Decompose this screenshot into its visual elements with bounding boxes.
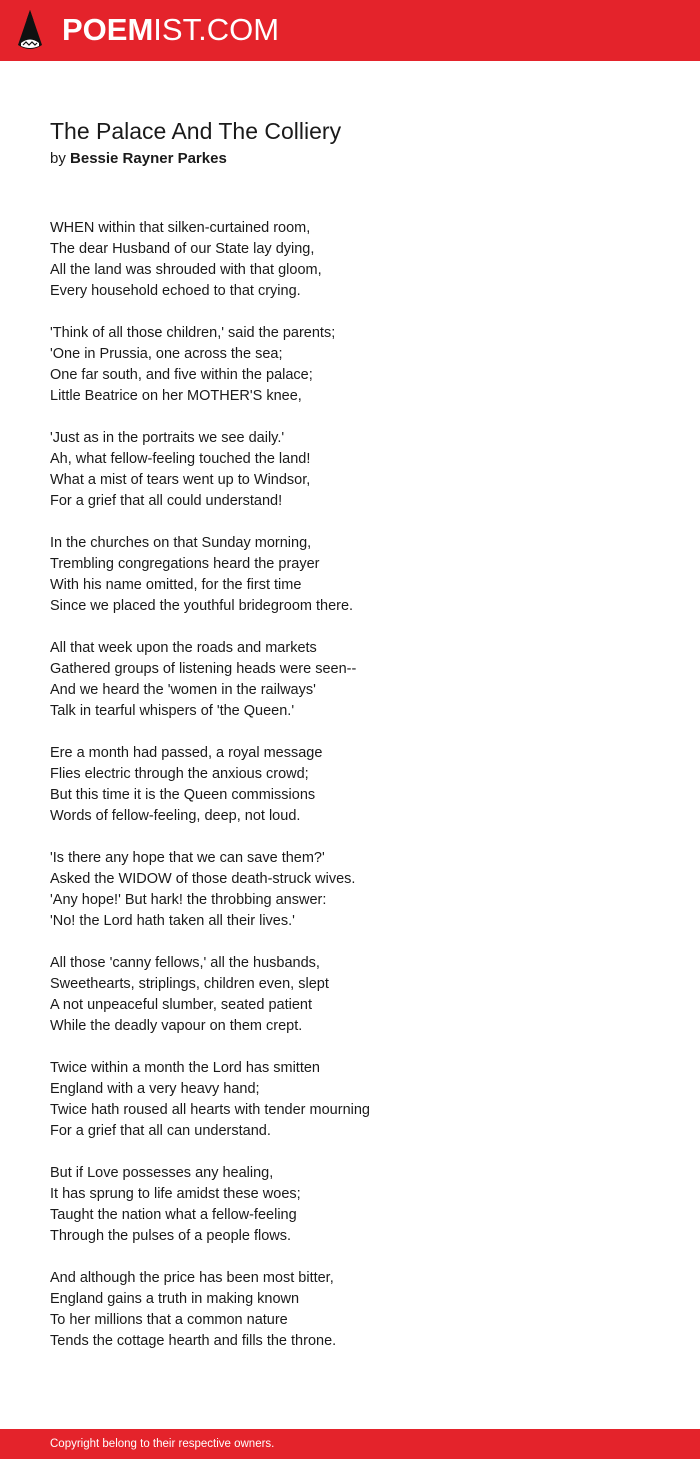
poem-line: Sweethearts, striplings, children even, slept [50,976,329,992]
poem-header [50,115,650,170]
poem-line: And although the price has been most bitter, [50,1270,334,1286]
poem-stanza [50,1268,670,1352]
poem-line: England with a very heavy hand; [50,1081,260,1097]
poem-line: All the land was shrouded with that gloom, [50,262,322,278]
poem-line: England gains a truth in making known [50,1291,300,1307]
poem-line: It has sprung to life amidst these woes; [50,1186,301,1202]
poem-line: To her millions that a common nature [50,1312,288,1328]
poem-line: Twice within a month the Lord has smitten [50,1060,320,1076]
copyright-text: Copyright belong to their respective owners. [50,1438,275,1450]
poem-line: 'Any hope!' But hark! the throbbing answer: [50,892,327,908]
poem-stanza [50,218,670,302]
poem-line: Words of fellow-feeling, deep, not loud. [50,808,301,824]
poem-line: Through the pulses of a people flows. [50,1228,292,1244]
poem-line: 'Think of all those children,' said the parents; [50,325,336,341]
poem-stanza [50,638,670,722]
poem-line: Little Beatrice on her MOTHER'S knee, [50,388,302,404]
poem-line: Talk in tearful whispers of 'the Queen.' [50,703,295,719]
poem-line: Trembling congregations heard the prayer [50,556,320,572]
poem-line: All those 'canny fellows,' all the husbands, [50,955,320,971]
poem-line: Every household echoed to that crying. [50,283,301,299]
poem-title: The Palace And The Colliery [50,118,342,144]
poem-line: Taught the nation what a fellow-feeling [50,1207,297,1223]
poem-stanza [50,743,670,827]
site-logo-text[interactable] [62,12,279,48]
poem-line: The dear Husband of our State lay dying, [50,241,315,257]
poem-line: 'One in Prussia, one across the sea; [50,346,283,362]
brand-bold-text: POEM [62,12,154,47]
poem-line: For a grief that all could understand! [50,493,283,509]
site-header [0,0,700,61]
poem-stanza [50,323,670,407]
poem-line: Asked the WIDOW of those death-struck wives. [50,871,356,887]
pencil-tip-icon[interactable] [17,9,43,51]
poem-line: 'Is there any hope that we can save them?' [50,850,325,866]
poem-stanza [50,1163,670,1247]
brand-light-text: IST.COM [153,12,280,47]
poem-byline [50,148,650,170]
poem-stanza [50,953,670,1037]
poem-line: Gathered groups of listening heads were seen-- [50,661,357,677]
poem-stanza [50,848,670,932]
poem-line: Ere a month had passed, a royal message [50,745,323,761]
poem-body [50,218,670,1373]
poem-line: 'No! the Lord hath taken all their lives.' [50,913,295,929]
poem-line: One far south, and five within the palace; [50,367,313,383]
poem-line: For a grief that all can understand. [50,1123,271,1139]
poem-stanza [50,1058,670,1142]
poem-line: In the churches on that Sunday morning, [50,535,312,551]
poem-line: WHEN within that silken-curtained room, [50,220,311,236]
poem-line: All that week upon the roads and markets [50,640,317,656]
poem-stanza [50,533,670,617]
poem-line: A not unpeaceful slumber, seated patient [50,997,312,1013]
poem-line: Since we placed the youthful bridegroom there. [50,598,354,614]
poem-line: Ah, what fellow-feeling touched the land! [50,451,311,467]
poem-line: And we heard the 'women in the railways' [50,682,316,698]
poem-stanza [50,428,670,512]
poem-line: Tends the cottage hearth and fills the throne. [50,1333,337,1349]
poem-line: With his name omitted, for the first time [50,577,302,593]
poem-line: Flies electric through the anxious crowd; [50,766,309,782]
by-label: by [50,150,66,167]
poem-line: What a mist of tears went up to Windsor, [50,472,311,488]
site-footer [0,1429,700,1459]
poem-line: But if Love possesses any healing, [50,1165,274,1181]
poem-line: While the deadly vapour on them crept. [50,1018,303,1034]
poem-line: But this time it is the Queen commissions [50,787,316,803]
poem-line: 'Just as in the portraits we see daily.' [50,430,285,446]
author-name[interactable]: Bessie Rayner Parkes [70,150,227,167]
poem-line: Twice hath roused all hearts with tender mourning [50,1102,370,1118]
